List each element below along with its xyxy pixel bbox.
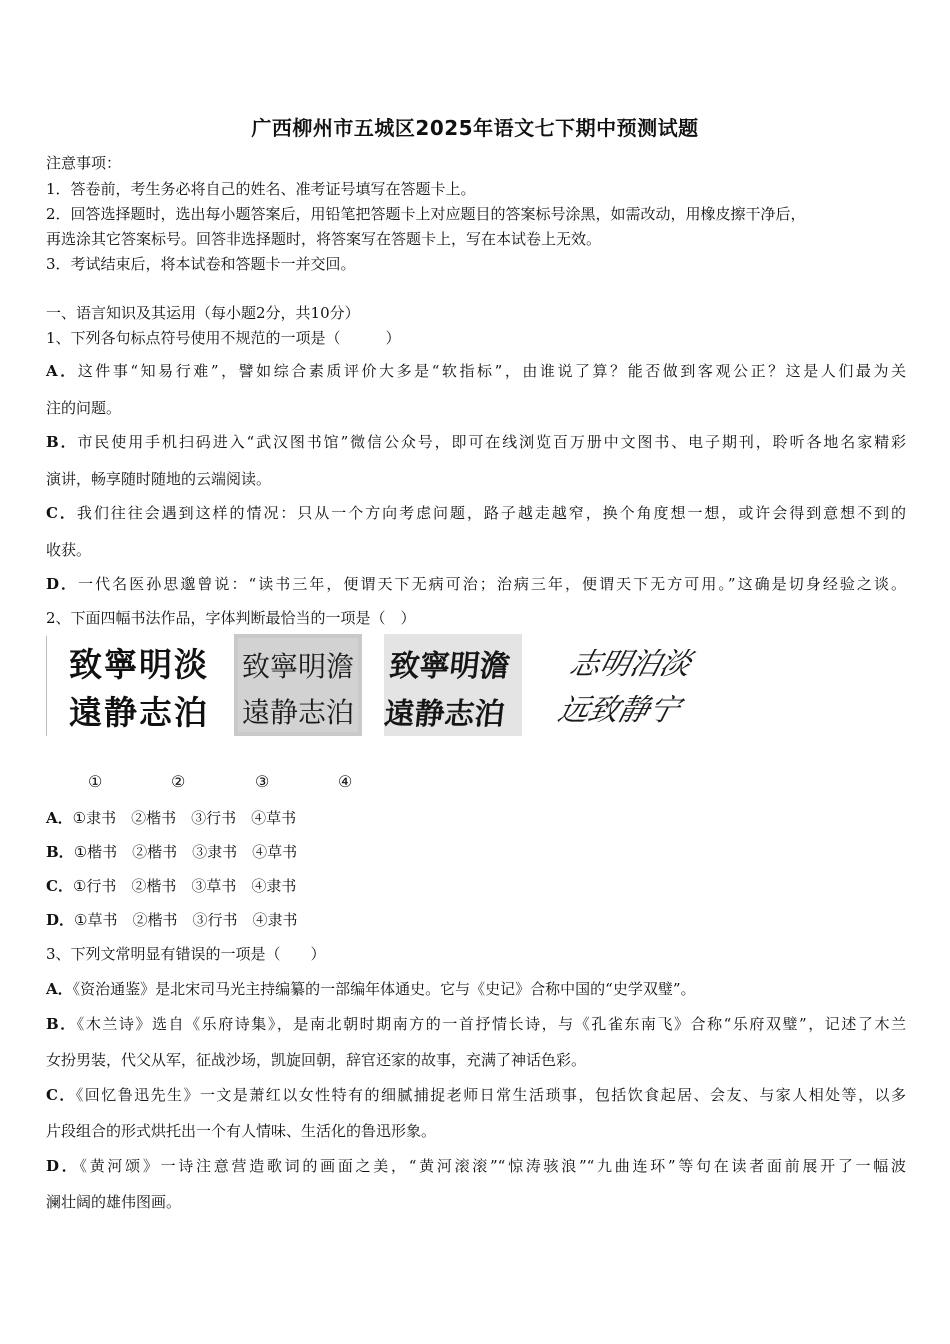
notice-heading: 注意事项：: [46, 154, 122, 172]
option-text: 《木兰诗》选自《乐府诗集》，是南北朝时期南方的一首抒情长诗，与《孔雀东南飞》合称“乐府双璧”，记述了木兰: [76, 1015, 906, 1033]
option-text: ①隶书 ②楷书 ③行书 ④草书: [72, 809, 297, 827]
option-label: D．: [46, 911, 75, 929]
q1-stem: 1、下列各句标点符号使用不规范的一项是（ ）: [46, 329, 401, 347]
q2-option-d: [46, 909, 297, 930]
q1-option-a: [46, 360, 906, 381]
notice-item-2: 2．回答选择题时，选出每小题答案后，用铅笔把答题卡上对应题目的答案标号涂黑，如需改动，用橡皮擦干净后，: [46, 205, 806, 223]
q2-option-a: [46, 807, 296, 828]
q1-option-c-cont: 收获。: [46, 541, 92, 559]
option-text: 市民使用手机扫码进入“武汉图书馆”微信公众号，即可在线浏览百万册中文图书、电子期刊，聆听各地名家精彩: [77, 433, 906, 451]
number-1: ①: [88, 772, 103, 791]
option-label: A．: [46, 809, 73, 827]
q3-option-b: [46, 1013, 906, 1034]
panel-2-bottom-text: 遠静志泊: [241, 696, 355, 729]
q1-option-b: [46, 431, 906, 452]
section-heading: 一、语言知识及其运用（每小题2分，共10分）: [46, 304, 360, 322]
q3-option-d: [46, 1155, 906, 1176]
option-text: 一代名医孙思邈曾说：“读书三年，便谓天下无病可治；治病三年，便谓天下无方可用。”这确是切身经验之谈。: [78, 575, 906, 593]
calligraphy-image: [46, 632, 726, 740]
option-label: C．: [46, 504, 77, 522]
option-label: C．: [46, 877, 73, 895]
q3-option-d-cont: 澜壮阔的雄伟图画。: [46, 1193, 182, 1211]
option-label: A．: [46, 362, 78, 380]
option-label: B．: [46, 433, 78, 451]
calligraphy-panel-2: [234, 634, 362, 736]
number-3: ③: [255, 772, 270, 791]
q3-option-c-cont: 片段组合的形式烘托出一个有人情味、生活化的鲁迅形象。: [46, 1122, 437, 1140]
notice-item-3: 3．考试结束后，将本试卷和答题卡一并交回。: [46, 255, 356, 273]
option-label: C．: [46, 1086, 76, 1104]
q3-option-a: [46, 978, 695, 999]
option-text: 《黄河颂》一诗注意营造歌词的画面之美，“黄河滚滚”“惊涛骇浪”“九曲连环”等句在读者面前展开了一幅波: [79, 1157, 907, 1175]
q1-option-c: [46, 502, 906, 523]
panel-1-bottom-text: 遠静志泊: [69, 693, 209, 732]
option-label: D．: [46, 575, 79, 593]
calligraphy-panel-1: [64, 634, 214, 736]
option-text: 我们往往会遇到这样的情况：只从一个方向考虑问题，路子越走越窄，换个角度想一想，或许会得到意想不到的: [76, 504, 906, 522]
option-label: D．: [46, 1157, 80, 1175]
calligraphy-numbers: [0, 772, 950, 794]
q1-option-b-cont: 演讲，畅享随时随地的云端阅读。: [46, 470, 272, 488]
panel-3-bottom-text: 遠静志泊: [382, 697, 507, 732]
option-text: 《资治通鉴》是北宋司马光主持编纂的一部编年体通史。它与《史记》合称中国的“史学双璧”。: [72, 980, 696, 998]
option-text: ①行书 ②楷书 ③草书 ④隶书: [72, 877, 297, 895]
panel-4-bottom-text: 远致静宁: [554, 693, 684, 728]
option-label: B．: [46, 1015, 77, 1033]
notice-item-2-cont: 再选涂其它答案标号。回答非选择题时，将答案写在答题卡上，写在本试卷上无效。: [46, 230, 602, 248]
panel-3-top-text: 致寧明澹: [387, 649, 512, 684]
q1-option-a-cont: 注的问题。: [46, 399, 122, 417]
q2-stem: 2、下面四幅书法作品，字体判断最恰当的一项是（ ）: [46, 609, 416, 627]
option-text: 《回忆鲁迅先生》一文是萧红以女性特有的细腻捕捉老师日常生活琐事，包括饮食起居、会友、与家人相处等，以多: [75, 1086, 906, 1104]
q3-stem: 3、下列文常明显有错误的一项是（ ）: [46, 945, 326, 963]
q2-option-c: [46, 875, 296, 896]
q2-option-b: [46, 841, 297, 862]
option-text: ①草书 ②楷书 ③行书 ④隶书: [74, 911, 298, 929]
page-title: 广西柳州市五城区2025年语文七下期中预测试题: [251, 116, 699, 140]
image-edge: [46, 636, 47, 736]
panel-4-top-text: 志明泊淡: [566, 647, 695, 682]
option-text: ①楷书 ②楷书 ③隶书 ④草书: [73, 843, 298, 861]
q1-option-d: [46, 573, 906, 594]
number-4: ④: [338, 772, 353, 791]
number-2: ②: [171, 772, 186, 791]
option-label: A．: [46, 980, 73, 998]
calligraphy-panel-4: [554, 634, 712, 736]
option-text: 这件事“知易行难”，譬如综合素质评价大多是“软指标”，由谁说了算？能否做到客观公正？这是人们最为关: [77, 362, 906, 380]
notice-item-1: 1．答卷前，考生务必将自己的姓名、准考证号填写在答题卡上。: [46, 180, 476, 198]
panel-2-top-text: 致寧明澹: [241, 650, 355, 683]
q3-option-c: [46, 1084, 906, 1105]
panel-1-top-text: 致寧明淡: [69, 645, 209, 684]
option-label: B．: [46, 843, 74, 861]
calligraphy-panel-3: [384, 634, 522, 736]
q3-option-b-cont: 女扮男装，代父从军，征战沙场，凯旋回朝，辞官还家的故事，充满了神话色彩。: [46, 1051, 587, 1069]
